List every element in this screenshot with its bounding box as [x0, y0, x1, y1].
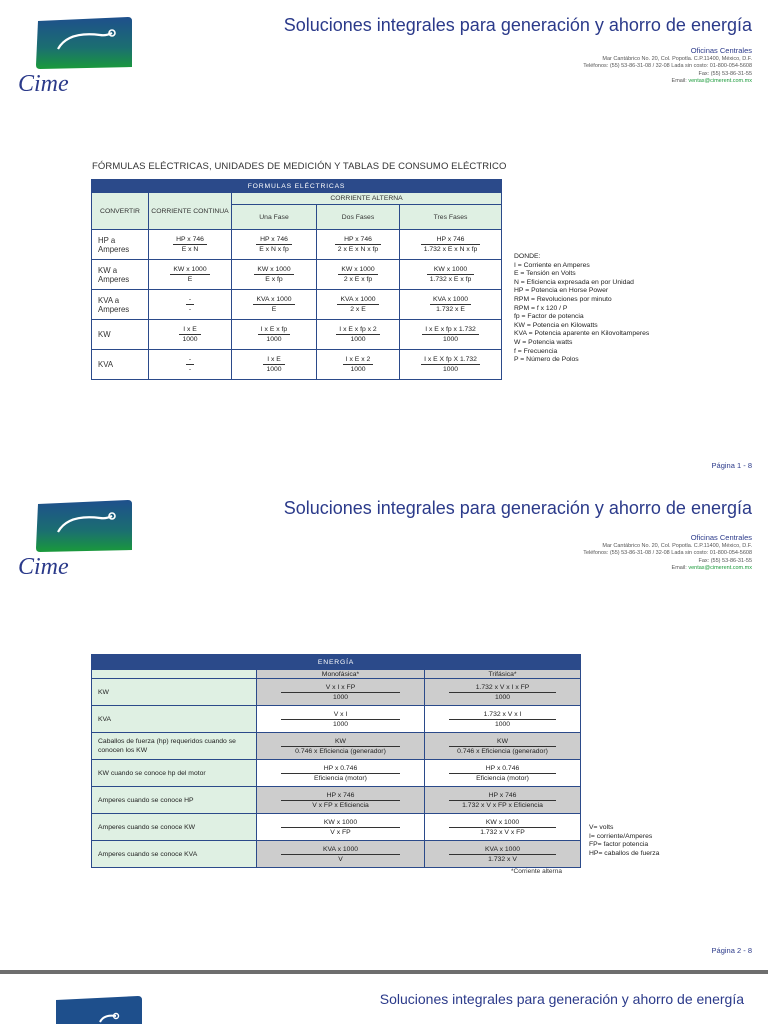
col-monofasica: Monofásica*	[257, 670, 425, 679]
formula-cell	[317, 320, 400, 350]
energia-row	[92, 733, 581, 760]
numerator: KVA x 1000	[449, 845, 556, 855]
denominator: 1000	[442, 366, 459, 373]
formula-cell	[232, 230, 317, 260]
denominator: E	[271, 306, 277, 313]
fraction	[343, 355, 374, 374]
numerator: KW	[449, 737, 556, 747]
donde-item: KVA = Potencia aparente en Kilovoltamperes	[514, 330, 650, 338]
energia-cell-tri	[425, 760, 581, 787]
energia-row-label: Amperes cuando se conoce KVA	[92, 841, 257, 868]
denominator: 1000	[350, 366, 366, 373]
numerator: HP x 746	[256, 235, 291, 245]
fraction	[258, 325, 290, 344]
numerator: I x E x 2	[343, 355, 374, 365]
col-continua: CORRIENTE CONTINUA	[149, 193, 232, 230]
energia-row-label: Caballos de fuerza (hp) requeridos cuando se conocen los KW	[92, 733, 257, 760]
numerator: KW x 1000	[427, 265, 475, 275]
denominator: 1.732 x E	[436, 306, 465, 313]
energia-cell-tri	[425, 733, 581, 760]
energia-cell-tri	[425, 814, 581, 841]
denominator: 1000	[494, 720, 511, 728]
formula-cell	[232, 320, 317, 350]
denominator: 1.732 x E x N x fp	[423, 246, 478, 253]
energia-legend	[589, 824, 659, 858]
office-address: Mar Cantábrico No. 20, Col. Popotla. C.P.11400, México, D.F.	[602, 56, 752, 62]
fraction	[421, 235, 481, 254]
denominator: 1000	[182, 336, 198, 343]
energia-row-label: Amperes cuando se conoce KW	[92, 814, 257, 841]
formula-cell	[317, 230, 400, 260]
office-phones: Teléfonos: (55) 53-86-31-08 / 32-08 Lada sin costo: 01-800-054-5608	[583, 550, 752, 557]
formula-cell	[317, 350, 400, 380]
formula-cell	[400, 350, 502, 380]
office-fax: Fax: (55) 53-86-31-55	[698, 70, 752, 77]
office-address: Mar Cantábrico No. 20, Col. Popotla. C.P.11400, México, D.F.	[602, 543, 752, 549]
formula-row	[92, 230, 502, 260]
page-number: Página 1 - 8	[711, 461, 752, 470]
energia-table-title: ENERGÍA	[92, 655, 581, 670]
formula-cell	[149, 260, 232, 290]
denominator: 2 x E	[350, 306, 366, 313]
numerator: KW x 1000	[170, 265, 209, 275]
denominator: 1000	[494, 693, 511, 701]
numerator: KW x 1000	[254, 265, 293, 275]
office-info	[583, 533, 752, 573]
denominator: E	[187, 276, 193, 283]
fraction	[186, 355, 194, 374]
denominator: E x N x fp	[259, 246, 289, 253]
numerator: 1.732 x V x I	[449, 710, 556, 720]
donde-item: N = Eficiencia expresada en por Unidad	[514, 278, 634, 286]
fraction	[186, 295, 194, 314]
donde-item: I = Corriente en Amperes	[514, 261, 590, 269]
donde-item: RPM = Revoluciones por minuto	[514, 295, 612, 303]
denominator: -	[188, 366, 192, 373]
formula-cell	[400, 230, 502, 260]
numerator: 1.732 x V x I x FP	[449, 683, 556, 693]
formula-cell	[317, 290, 400, 320]
numerator: -	[186, 295, 194, 305]
denominator: 1.732 x E x fp	[429, 276, 472, 283]
formula-cell	[400, 320, 502, 350]
formula-row-label: KW a Amperes	[92, 260, 149, 290]
formulas-table-title: FORMULAS ELÉCTRICAS	[92, 180, 502, 193]
energia-cell-tri	[425, 706, 581, 733]
formula-row	[92, 350, 502, 380]
cime-logo	[38, 994, 158, 1024]
energia-cell-mono	[257, 733, 425, 760]
donde-item: P = Número de Polos	[514, 356, 579, 364]
denominator: V x FP	[330, 828, 351, 836]
energia-row	[92, 679, 581, 706]
numerator: HP x 746	[421, 235, 481, 245]
energia-cell-tri	[425, 841, 581, 868]
office-email-line	[583, 78, 752, 85]
formula-cell	[149, 230, 232, 260]
numerator: HP x 746	[173, 235, 207, 245]
energia-row	[92, 814, 581, 841]
page-number: Página 2 - 8	[711, 946, 752, 955]
fraction	[179, 325, 200, 344]
fraction	[254, 265, 293, 284]
denominator: E x fp	[265, 276, 283, 283]
fraction	[263, 355, 284, 374]
email-label: Email:	[671, 565, 689, 572]
legend-item: FP= factor potencia	[589, 841, 649, 849]
energia-cell-tri	[425, 679, 581, 706]
footnote: *Corriente alterna	[511, 868, 562, 875]
numerator: I x E X fp X 1.732	[421, 355, 480, 365]
energia-row-label: KVA	[92, 706, 257, 733]
numerator: HP x 746	[335, 235, 381, 245]
formula-row-label: HP a Amperes	[92, 230, 149, 260]
numerator: I x E x fp	[258, 325, 290, 335]
formula-cell	[400, 290, 502, 320]
numerator: KVA x 1000	[430, 295, 471, 305]
email-label: Email:	[671, 78, 689, 85]
numerator: KVA x 1000	[337, 295, 378, 305]
denominator: 2 x E x N x fp	[337, 246, 379, 253]
formula-row	[92, 320, 502, 350]
fraction	[170, 265, 209, 284]
donde-item: KW = Potencia en Kilowatts	[514, 321, 598, 329]
page-3	[0, 974, 768, 1024]
denominator: 1000	[332, 720, 349, 728]
denominator: 1000	[266, 336, 282, 343]
numerator: -	[186, 355, 194, 365]
energia-row-label: KW cuando se conoce hp del motor	[92, 760, 257, 787]
numerator: HP x 746	[281, 791, 400, 801]
fraction	[256, 235, 291, 254]
section-title: FÓRMULAS ELÉCTRICAS, UNIDADES DE MEDICIÓN Y TABLAS DE CONSUMO ELÉCTRICO	[92, 161, 507, 172]
energia-row-label: KW	[92, 679, 257, 706]
header-title: Soluciones integrales para generación y ahorro de energía	[379, 991, 744, 1007]
col-trifasica: Trifásica*	[425, 670, 581, 679]
fraction	[430, 295, 471, 314]
formulas-table	[91, 179, 502, 380]
denominator: Eficiencia (motor)	[476, 774, 529, 782]
formula-cell	[317, 260, 400, 290]
cime-logo	[16, 498, 144, 576]
office-email-line	[583, 565, 752, 572]
energia-row-label: Amperes cuando se conoce HP	[92, 787, 257, 814]
numerator: HP x 0.746	[449, 764, 556, 774]
denominator: 1000	[266, 366, 282, 373]
numerator: V x I	[281, 710, 400, 720]
formula-cell	[149, 350, 232, 380]
denominator: 1000	[350, 336, 366, 343]
formula-row-label: KVA a Amperes	[92, 290, 149, 320]
donde-item: W = Potencia watts	[514, 338, 573, 346]
denominator: 1.732 x V x FP	[480, 828, 525, 836]
denominator: -	[188, 306, 192, 313]
svg-text:Cime: Cime	[18, 554, 69, 576]
denominator: 1.732 x V	[488, 855, 517, 863]
numerator: KW x 1000	[449, 818, 556, 828]
fraction	[337, 295, 378, 314]
denominator: E x N	[181, 246, 199, 253]
energia-cell-mono	[257, 760, 425, 787]
energia-table	[91, 654, 581, 868]
donde-item: f = Frecuencia	[514, 347, 558, 355]
numerator: V x I x FP	[281, 683, 400, 693]
office-title: Oficinas Centrales	[690, 533, 752, 542]
legend-item: HP= caballos de fuerza	[589, 849, 660, 857]
col-convertir: CONVERTIR	[92, 193, 149, 230]
fraction	[422, 325, 479, 344]
legend-item: I= corriente/Amperes	[589, 832, 653, 840]
fraction	[427, 265, 475, 284]
denominator: V x FP x Eficiencia	[312, 801, 369, 809]
page-2	[0, 482, 768, 970]
donde-item: fp = Factor de potencia	[514, 313, 584, 321]
legend-item: V= volts	[589, 824, 614, 831]
formula-row-label: KW	[92, 320, 149, 350]
numerator: KVA x 1000	[253, 295, 294, 305]
formula-cell	[400, 260, 502, 290]
numerator: KW x 1000	[338, 265, 377, 275]
energia-cell-mono	[257, 706, 425, 733]
office-title: Oficinas Centrales	[690, 46, 752, 55]
denominator: 1000	[442, 336, 459, 343]
office-fax: Fax: (55) 53-86-31-55	[698, 557, 752, 564]
formula-cell	[149, 320, 232, 350]
header-title: Soluciones integrales para generación y ahorro de energía	[283, 498, 752, 518]
formula-cell	[232, 260, 317, 290]
donde-legend	[514, 253, 649, 365]
denominator: V	[338, 855, 343, 863]
email-link[interactable]: ventas@cimerent.com.mx	[688, 565, 752, 572]
formula-cell	[149, 290, 232, 320]
denominator: Eficiencia (motor)	[314, 774, 367, 782]
office-info	[583, 46, 752, 86]
col-tres-fases: Tres Fases	[400, 205, 502, 230]
fraction	[173, 235, 207, 254]
numerator: HP x 746	[449, 791, 556, 801]
energia-row	[92, 841, 581, 868]
energia-cell-tri	[425, 787, 581, 814]
svg-text:Cime: Cime	[18, 71, 69, 93]
denominator: 0.746 x Eficiencia (generador)	[457, 747, 548, 755]
donde-title: DONDE:	[514, 253, 541, 260]
fraction	[253, 295, 294, 314]
email-link[interactable]: ventas@cimerent.com.mx	[688, 78, 752, 85]
cime-logo	[16, 15, 144, 93]
fraction	[421, 355, 480, 374]
numerator: I x E	[179, 325, 200, 335]
donde-item: RPM = f x 120 / P	[514, 304, 568, 312]
numerator: I x E x fp x 2	[336, 325, 379, 335]
numerator: KVA x 1000	[281, 845, 400, 855]
energia-row	[92, 787, 581, 814]
formula-row	[92, 290, 502, 320]
col-alterna: CORRIENTE ALTERNA	[232, 193, 502, 205]
numerator: I x E x fp x 1.732	[422, 325, 479, 335]
energia-cell-mono	[257, 814, 425, 841]
donde-item: HP = Potencia en Horse Power	[514, 287, 609, 295]
denominator: 0.746 x Eficiencia (generador)	[295, 747, 386, 755]
numerator: HP x 0.746	[281, 764, 400, 774]
col-dos-fases: Dos Fases	[317, 205, 400, 230]
denominator: 1.732 x V x FP x Eficiencia	[462, 801, 543, 809]
page-1	[0, 0, 768, 482]
fraction	[338, 265, 377, 284]
energia-row	[92, 760, 581, 787]
energia-row	[92, 706, 581, 733]
energia-cell-mono	[257, 787, 425, 814]
energia-cell-mono	[257, 679, 425, 706]
fraction	[336, 325, 379, 344]
col-una-fase: Una Fase	[232, 205, 317, 230]
numerator: KW x 1000	[281, 818, 400, 828]
office-phones: Teléfonos: (55) 53-86-31-08 / 32-08 Lada sin costo: 01-800-054-5608	[583, 63, 752, 70]
formula-cell	[232, 290, 317, 320]
denominator: 1000	[332, 693, 349, 701]
header-title: Soluciones integrales para generación y ahorro de energía	[283, 15, 752, 35]
energia-cell-mono	[257, 841, 425, 868]
donde-item: E = Tensión en Volts	[514, 270, 576, 278]
numerator: I x E	[263, 355, 284, 365]
fraction	[335, 235, 381, 254]
numerator: KW	[281, 737, 400, 747]
formula-cell	[232, 350, 317, 380]
formula-row-label: KVA	[92, 350, 149, 380]
denominator: 2 x E x fp	[343, 276, 373, 283]
formula-row	[92, 260, 502, 290]
